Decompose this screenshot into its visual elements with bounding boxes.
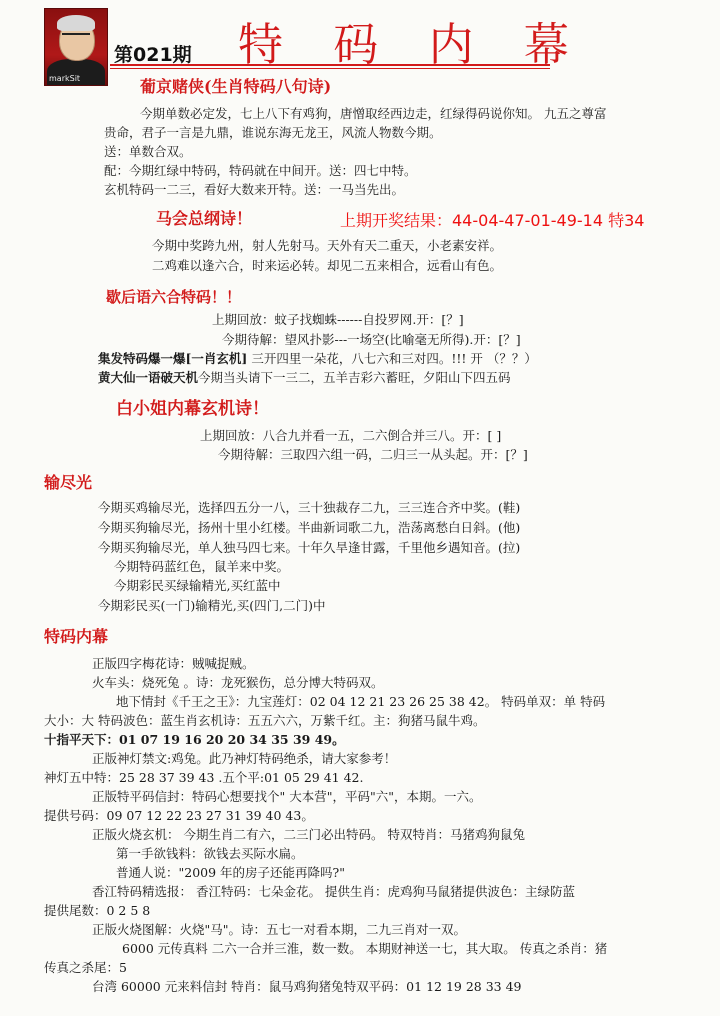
sec1-line-1a: 今期单数必定发，七上八下有鸡狗，唐憎取经西边走，红绿得码说你知。 九五之尊富: [140, 106, 607, 121]
sec3-line-4-rest: 今期当头请下一三二，五羊吉彩六蓄旺，夕阳山下四五码: [198, 370, 511, 385]
sec3-line-4: [98, 368, 511, 387]
sec1-line-4: 玄机特码一二三，看好大数来开特。送：一马当先出。: [104, 182, 405, 197]
sec5-line-6: 今期彩民买(一门)输精光,买(四门,二门)中: [98, 598, 326, 613]
sec1-line-3: 配：今期红绿中特码，特码就在中间开。送：四七中特。: [104, 163, 417, 178]
sec6-line-10: 正版火烧玄机： 今期生肖二有六，二三门必出特码。 特双特肖：马猪鸡狗鼠兔: [92, 827, 525, 842]
sec5-line-1: 今期买鸡输尽光，选择四五分一八，三十独裁存二九，三三连合齐中奖。(鞋): [98, 500, 521, 515]
sec4-line-2: 今期待解：三取四六组一码，二归三一从头起。开：[？]: [218, 447, 528, 462]
sec3-line-4-lead: 黄大仙一语破天机: [98, 370, 199, 385]
section-heading-baixiaojie: 白小姐内幕玄机诗！: [116, 399, 269, 419]
photo-glasses: [62, 33, 90, 41]
section-heading-pujing: 葡京赌侠(生肖特码八句诗): [140, 77, 332, 96]
sec4-line-1: 上期回放：八合九并看一五，二六倒合并三八。开：[ ]: [200, 428, 502, 443]
section-heading-mahui: 马会总纲诗！: [156, 209, 253, 228]
sec3-line-2: 今期待解：望风扑影---一场空(比喻毫无所得).开：[？]: [222, 332, 521, 347]
sec6-line-5: 十指平天下：01 07 19 16 20 20 34 35 39 49。: [44, 732, 345, 747]
sec6-line-1: 正版四字梅花诗：贼喊捉贼。: [92, 656, 255, 671]
title-underline-thin: [110, 68, 550, 69]
title-underline: [110, 64, 550, 66]
sec2-line-1: 今期中奖跨九州，射人先射马。天外有天二重天，小老素安祥。: [152, 238, 503, 253]
sec5-line-5: 今期彩民买绿输精光,买红蓝中: [114, 578, 281, 593]
sec6-line-3: 地下情封《千王之王》：九宝莲灯：02 04 12 21 23 26 25 38 42。 特码单双：单 特码: [116, 694, 606, 709]
section-heading-xiehouyu: 歇后语六合特码！！: [106, 288, 242, 306]
sec6-line-18: 台湾 60000 元来料信封 特肖：鼠马鸡狗猪兔特双平码：01 12 19 28 33 49: [92, 979, 522, 994]
page-title: 特 码 内 幕: [238, 18, 587, 71]
section-heading-temaneimu: 特码内幕: [44, 627, 109, 646]
sec6-line-12: 普通人说："2009 年的房子还能再降吗?": [116, 865, 345, 880]
sec6-line-14: 提供尾数：0 2 5 8: [44, 903, 151, 918]
sec6-line-4: 大小：大 特码波色：蓝生肖玄机诗：五五六六，万紫千红。主：狗猪马鼠牛鸡。: [44, 713, 486, 728]
sec5-line-3: 今期买狗输尽光，单人独马四七来。十年久旱逢甘露，千里他乡遇知音。(拉): [98, 540, 521, 555]
sec1-line-2: 送：单数合双。: [104, 144, 192, 159]
sec5-line-4: 今期特码蓝红色，鼠羊来中奖。: [114, 559, 290, 574]
sec6-line-11: 第一手欲钱料：欲钱去买际水扁。: [116, 846, 304, 861]
section-heading-shujinguang: 输尽光: [44, 473, 93, 492]
photo-hair: [57, 15, 95, 31]
sec6-line-7: 神灯五中特：25 28 37 39 43 .五个平:01 05 29 41 42.: [44, 770, 364, 785]
sec3-line-3-lead: 集发特码爆一爆[一肖玄机]: [98, 351, 248, 366]
sec6-line-6: 正版神灯禁文:鸡兔。此乃神灯特码绝杀，请大家参考！: [92, 751, 397, 766]
issue-number: 第021期: [114, 44, 192, 66]
sec1-line-1b: 贵命，君子一言是九鼎，谁说东海无龙王，风流人物数今期。: [104, 125, 442, 140]
photo-watermark: markSit: [49, 74, 81, 83]
last-draw-result: 上期开奖结果：44-04-47-01-49-14 特34: [340, 211, 645, 230]
sec6-line-2: 火车头：烧死兔 。诗：龙死猴伤，总分博大特码双。: [92, 675, 384, 690]
sec6-line-16: 6000 元传真料 二六一合并三淮，数一数。 本期财神送一七，其大取。 传真之杀肖：猪: [122, 941, 608, 956]
sec3-line-1: 上期回放：蚊子找蜘蛛------自投罗网.开：[？]: [212, 312, 464, 327]
author-photo: [44, 8, 108, 86]
sec6-line-9: 提供号码：09 07 12 22 23 27 31 39 40 43。: [44, 808, 314, 823]
sec3-line-3: [98, 349, 537, 368]
sec6-line-8: 正版特平码信封：特码心想要找个" 大本营"，平码"六"，本期。一六。: [92, 789, 482, 804]
sec3-line-3-rest: 三开四里一朵花，八七六和三对四。!!! 开 （？？）: [247, 351, 537, 366]
sec6-line-15: 正版火烧图解：火烧"马"。诗：五七一对看本期，二九三肖对一双。: [92, 922, 467, 937]
sec2-line-2: 二鸡难以逢六合，时来运必转。却见二五来相合，远看山有色。: [152, 258, 503, 273]
sec5-line-2: 今期买狗输尽光，扬州十里小红楼。半曲新词歌二九，浩荡离愁白日斜。(他): [98, 520, 521, 535]
sec6-line-17: 传真之杀尾：5: [44, 960, 127, 975]
sec6-line-13: 香江特码精选报： 香江特码：七朵金花。 提供生肖：虎鸡狗马鼠猪提供波色：主绿防蓝: [92, 884, 575, 899]
